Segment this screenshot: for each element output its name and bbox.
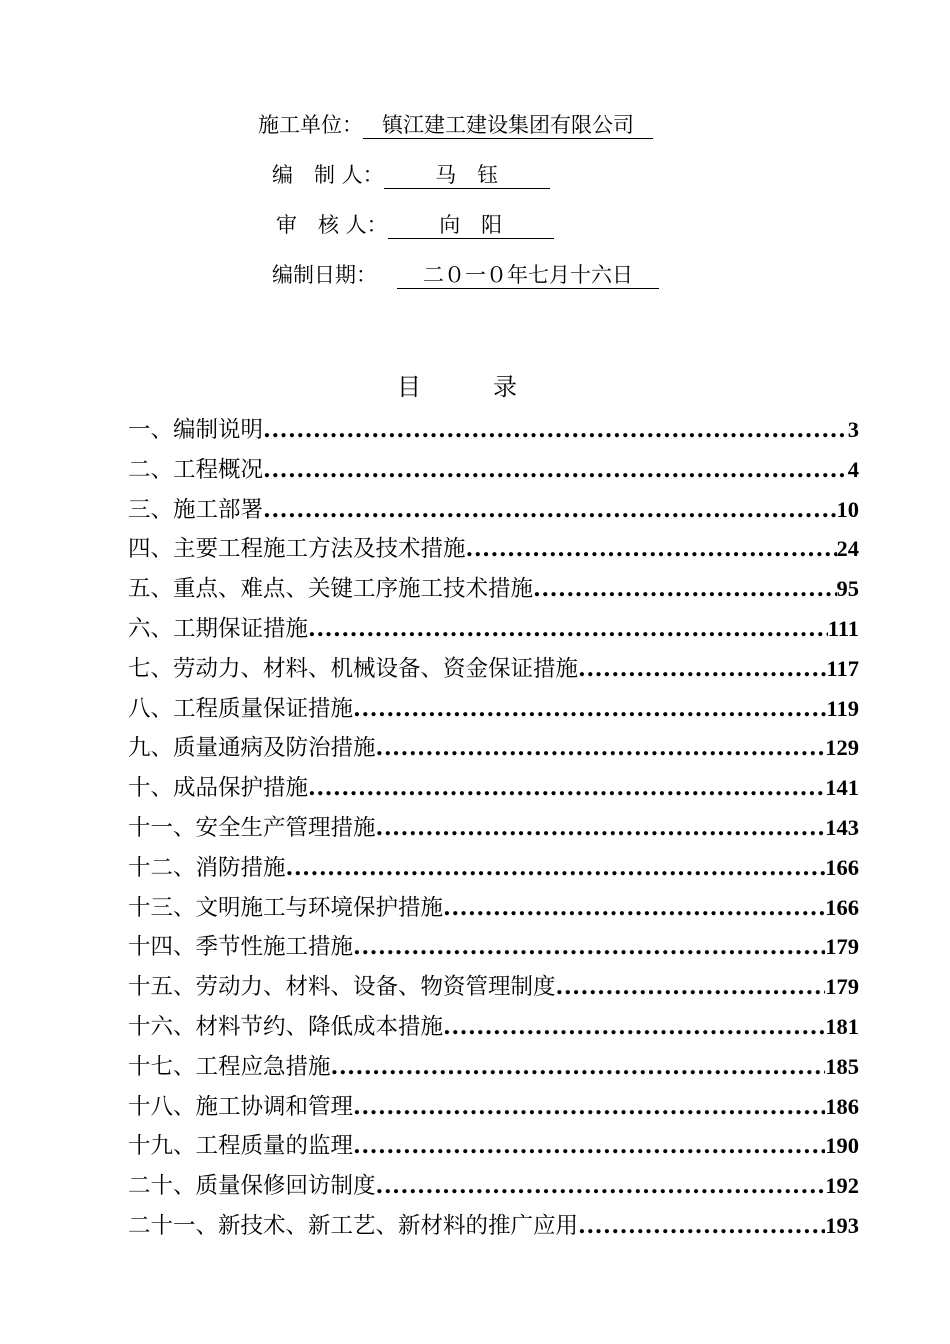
toc-entry-title: 十四、季节性施工措施 bbox=[128, 934, 354, 961]
toc-entry[interactable] bbox=[128, 1126, 859, 1166]
table-of-contents bbox=[128, 410, 859, 1246]
toc-entry[interactable] bbox=[128, 888, 859, 928]
toc-entry[interactable] bbox=[128, 410, 859, 450]
toc-entry[interactable] bbox=[128, 1047, 859, 1087]
toc-entry-page: 143 bbox=[825, 814, 859, 840]
toc-entry-page: 186 bbox=[825, 1093, 859, 1119]
toc-leader-dots bbox=[376, 1167, 826, 1207]
reviewer-value: 向 阳 bbox=[388, 212, 554, 239]
toc-entry[interactable] bbox=[128, 848, 859, 888]
construction-unit-label: 施工单位： bbox=[258, 113, 363, 137]
toc-entry-title: 二十一、新技术、新工艺、新材料的推广应用 bbox=[128, 1212, 579, 1239]
toc-entry-title: 十六、材料节约、降低成本措施 bbox=[128, 1013, 444, 1040]
toc-leader-dots bbox=[308, 769, 825, 809]
toc-entry-title: 六、工期保证措施 bbox=[128, 615, 309, 642]
toc-leader-dots bbox=[376, 729, 826, 769]
toc-leader-dots bbox=[376, 809, 826, 849]
reviewer-line bbox=[276, 211, 554, 239]
toc-entry-title: 十九、工程质量的监理 bbox=[128, 1133, 354, 1160]
toc-entry[interactable] bbox=[128, 808, 859, 848]
toc-entry-title: 三、施工部署 bbox=[128, 496, 264, 523]
toc-entry-title: 五、重点、难点、关键工序施工技术措施 bbox=[128, 576, 534, 603]
toc-entry-page: 185 bbox=[825, 1053, 859, 1079]
construction-unit-value: 镇江建工建设集团有限公司 bbox=[363, 112, 653, 139]
toc-entry[interactable] bbox=[128, 450, 859, 490]
toc-entry[interactable] bbox=[128, 728, 859, 768]
toc-leader-dots bbox=[443, 889, 825, 929]
toc-entry-page: 3 bbox=[847, 417, 859, 442]
toc-entry-page: 10 bbox=[836, 496, 859, 522]
toc-entry-title: 十二、消防措施 bbox=[128, 854, 286, 881]
toc-entry-page: 179 bbox=[825, 974, 859, 1000]
toc-entry-title: 十、成品保护措施 bbox=[128, 775, 309, 802]
construction-unit-line bbox=[258, 111, 653, 139]
toc-entry-title: 十八、施工协调和管理 bbox=[128, 1093, 354, 1120]
toc-leader-dots bbox=[466, 530, 837, 570]
toc-entry-title: 十三、文明施工与环境保护措施 bbox=[128, 894, 444, 921]
toc-entry-page: 166 bbox=[825, 854, 859, 880]
toc-leader-dots bbox=[353, 928, 825, 968]
toc-entry-page: 179 bbox=[825, 934, 859, 960]
toc-leader-dots bbox=[263, 411, 848, 451]
toc-entry-title: 二、工程概况 bbox=[128, 456, 264, 483]
toc-entry-page: 192 bbox=[825, 1173, 859, 1199]
toc-entry[interactable] bbox=[128, 609, 859, 649]
toc-entry-title: 一、编制说明 bbox=[128, 417, 264, 443]
toc-entry-page: 95 bbox=[836, 576, 859, 602]
toc-entry-title: 八、工程质量保证措施 bbox=[128, 695, 354, 722]
toc-entry-title: 十一、安全生产管理措施 bbox=[128, 814, 376, 841]
toc-leader-dots bbox=[263, 451, 848, 491]
editor-value: 马 钰 bbox=[384, 162, 550, 189]
toc-entry-page: 193 bbox=[825, 1212, 859, 1238]
toc-entry-page: 4 bbox=[847, 456, 859, 482]
toc-entry-title: 十五、劳动力、材料、设备、物资管理制度 bbox=[128, 974, 556, 1001]
toc-entry[interactable] bbox=[128, 649, 859, 689]
toc-leader-dots bbox=[353, 690, 826, 730]
toc-entry[interactable] bbox=[128, 1007, 859, 1047]
toc-entry[interactable] bbox=[128, 1087, 859, 1127]
date-label: 编制日期： bbox=[272, 263, 377, 287]
toc-leader-dots bbox=[353, 1088, 825, 1128]
toc-entry[interactable] bbox=[128, 689, 859, 729]
editor-label: 编 制 人： bbox=[272, 163, 384, 187]
editor-line bbox=[272, 161, 550, 189]
toc-entry[interactable] bbox=[128, 529, 859, 569]
toc-entry[interactable] bbox=[128, 490, 859, 530]
date-value: 二０一０年七月十六日 bbox=[397, 262, 659, 289]
date-line bbox=[272, 261, 659, 289]
toc-entry-title: 九、质量通病及防治措施 bbox=[128, 735, 376, 762]
toc-entry-page: 111 bbox=[827, 615, 859, 641]
toc-entry-page: 24 bbox=[836, 536, 859, 562]
toc-leader-dots bbox=[353, 1127, 825, 1167]
toc-entry[interactable] bbox=[128, 1206, 859, 1246]
toc-title: 目录 bbox=[397, 373, 589, 401]
toc-leader-dots bbox=[443, 1008, 825, 1048]
toc-entry-page: 181 bbox=[825, 1013, 859, 1039]
reviewer-label: 审 核 人： bbox=[276, 213, 388, 237]
toc-leader-dots bbox=[578, 650, 826, 690]
toc-entry-page: 129 bbox=[825, 735, 859, 761]
toc-entry-title: 四、主要工程施工方法及技术措施 bbox=[128, 536, 466, 563]
toc-entry-page: 117 bbox=[826, 655, 859, 681]
toc-leader-dots bbox=[331, 1048, 826, 1088]
toc-leader-dots bbox=[556, 968, 826, 1008]
toc-entry[interactable] bbox=[128, 1166, 859, 1206]
toc-leader-dots bbox=[286, 849, 826, 889]
toc-entry-page: 119 bbox=[826, 695, 859, 721]
toc-leader-dots bbox=[533, 570, 836, 610]
toc-leader-dots bbox=[263, 491, 836, 531]
toc-entry[interactable] bbox=[128, 967, 859, 1007]
toc-leader-dots bbox=[308, 610, 828, 650]
toc-entry-title: 二十、质量保修回访制度 bbox=[128, 1173, 376, 1200]
toc-entry-title: 七、劳动力、材料、机械设备、资金保证措施 bbox=[128, 655, 579, 682]
toc-entry-title: 十七、工程应急措施 bbox=[128, 1053, 331, 1080]
toc-entry[interactable] bbox=[128, 927, 859, 967]
toc-entry[interactable] bbox=[128, 768, 859, 808]
toc-entry-page: 166 bbox=[825, 894, 859, 920]
toc-entry[interactable] bbox=[128, 569, 859, 609]
toc-leader-dots bbox=[578, 1207, 825, 1247]
toc-entry-page: 190 bbox=[825, 1133, 859, 1159]
toc-entry-page: 141 bbox=[825, 775, 859, 801]
